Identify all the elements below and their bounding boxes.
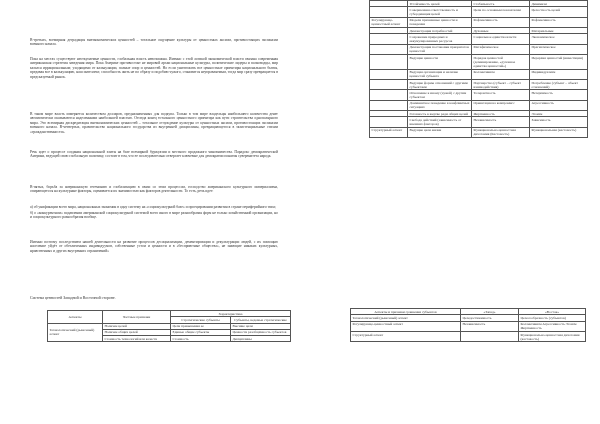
table-cell: Функционально-ценностная дихотомия (Кастовость) <box>472 127 530 137</box>
header-aspects-compare: Аспекты и признаки сравнения субъектов <box>351 309 461 315</box>
table-cell <box>370 90 408 100</box>
table-cell: Свобода действий (зависимость от внешних факторов) <box>408 117 472 127</box>
table-cell: Структурный аспект <box>351 331 461 341</box>
table-cell: Порядок ценностей (доминирование, «духовное единства ценностей») <box>472 55 530 69</box>
table-cell: Агрессивность <box>530 100 588 110</box>
paragraph: а) об унификации всего мира, национальных экономик в одну систему на «социокультурной базе» и проецировании развития в стране периферийного типа; <box>30 205 276 209</box>
table-cell: Регулирующе-ценностный аспект <box>370 17 408 27</box>
header-subjects: Субъекты, ведомые стратегические <box>231 317 291 323</box>
table-cell: Демонстрация потребностей <box>408 28 472 34</box>
values-table-left <box>47 310 291 342</box>
paragraph: Пока на местах существуют неоткупаемые ценности, глобальная власть невозможна. Именно с этой логикой экономической власти связана современная американская стратегия заведения мира. Пока Америке противостоят не мировой архаи национальные культуры, политические лидеры и полководцы, мир казался иррациональным; уходящими от калькуляции, полные опор и ценностей. Но если уничтожить все ценностные ориентиры национального бытия, предавая все в калькуляцию, наш интеллект, способность жить не по образу и подобию чужого, становится неуправляемым, тогда мир сразу превращается в предсказуемый рынок. <box>30 57 278 79</box>
paragraph: б) о «конкурентном» подавлении американской социокультурной системой всего иного в мире разнообразия форм не только хозяйственной организации, но и социокультурного разнообразия вообще. <box>30 211 278 220</box>
table-row <box>351 331 586 341</box>
table-row <box>370 90 588 100</box>
table-cell: Духовные <box>472 28 530 34</box>
table-row <box>351 321 586 331</box>
table-cell: Демонстрация постановки приоритетов ценностей <box>408 44 472 54</box>
table-cell: Индивидуализм <box>530 69 588 79</box>
table-cell: Единые общие субъекты <box>171 329 231 335</box>
table-cell: Стабильность <box>472 1 530 7</box>
table-row <box>370 17 588 27</box>
table-row <box>370 117 588 127</box>
table-cell: Потребление (субъект – объект отношений) <box>530 79 588 89</box>
table-cell: Цели по основным показателям <box>472 7 530 17</box>
table-cell <box>370 100 408 110</box>
table-row <box>370 100 588 110</box>
table-cell: Дисциплины <box>231 336 291 342</box>
table-cell: Иерархия ценностей (инвестиции) <box>530 55 588 69</box>
table-cell: Устойчивость целей <box>408 1 472 7</box>
table-cell: Рефлексивность <box>530 17 588 27</box>
comparison-table <box>350 308 586 342</box>
table-row <box>370 34 588 44</box>
table-cell: Высшие цели <box>231 323 291 329</box>
table-cell: Совершенная ответственность и субординация целей <box>408 7 472 17</box>
table-cell <box>370 69 408 79</box>
table-row <box>370 55 588 69</box>
header-strategic: Стратегические субъекты <box>171 317 231 323</box>
table-cell <box>370 7 408 17</box>
table-caption: Система ценностей Западной и Восточной стороне. <box>30 296 116 300</box>
paragraph: В-пятых, борьба за американскую гегемонию и глобализацию в связи со этим процессом, господство американского культурного империализма, опирающегося на культурные факторы, оценивается их значимостью как факторов деятельности. То есть, речь идет: <box>30 185 278 194</box>
table-cell: Стоимость <box>171 336 231 342</box>
table-cell: Структурный аспект <box>370 127 408 137</box>
table-cell: Прагматическое <box>530 44 588 54</box>
header-characteristics: Характеристика <box>171 311 291 317</box>
table-cell: Нетерпимость <box>530 90 588 100</box>
table-cell: Социальное единства власти <box>472 34 530 44</box>
table-row <box>370 127 588 137</box>
table-cell: Ведущие цели жизни <box>408 127 472 137</box>
table-cell: Метафизическое <box>472 44 530 54</box>
header-east: «Восток» <box>519 309 586 315</box>
table-cell: Функционально-ценностная дихотомия (кастовость) <box>519 331 586 341</box>
table-cell: Отношение к иному (чужой) с другим субъектом <box>408 90 472 100</box>
table-cell: Зависимость <box>530 117 588 127</box>
table-cell: Регулирующе-ценностный аспект <box>351 321 461 331</box>
table-cell: Наличие целей <box>103 323 171 329</box>
paragraph: В таком мире власть измеряется количеством долларов, предназначенных для подкупа. Только в том мире владельцы наибольшего количества денег автоматически оказываются наделенными наибольшей властью. Отсюда конец тотального ценностного ориентира как пути строительства однополярного мира. Это всемирная дискредитация внеэкономических ценностей – тотальное отчуждение культуры от ценностных аксиом, противостоящих экспансии военного начала. В-четвертых, правительство национального государства из внутренней дисциплины, превращающегося в экзистенциальные стихии «гражданственности». <box>30 112 278 134</box>
table-cell: Ведущая организация и наличие ценностей субъекта <box>408 69 472 79</box>
table-cell <box>370 44 408 54</box>
header-aspects: Аспекты <box>48 311 103 324</box>
table-cell: Модели признанные ценности и поведения <box>408 17 472 27</box>
header-west: «Запад» <box>461 309 519 315</box>
table-cell <box>370 34 408 44</box>
table-cell <box>461 331 519 341</box>
table-cell <box>370 55 408 69</box>
table-cell: Рефлексивность <box>472 17 530 27</box>
table-cell: Целедостижимость <box>461 315 519 321</box>
table-cell: Эгоизм <box>530 111 588 117</box>
table-cell: Независимость <box>461 321 519 331</box>
table-cell: Жертвенность <box>472 111 530 117</box>
table-cell: Экономическое <box>530 34 588 44</box>
paragraph: Речь идет о процессе создания национальной элиты на базе всемирной буржуазии и местного продажного чиновничества. Парадокс демократической Америки, ведущей свою глобальную политику, состоит в том, что ее последовательно отвергает ключевые для демократии понятия суверенитета народа. <box>30 150 278 159</box>
table-cell: Независимость <box>472 117 530 127</box>
table-cell: Толерантность <box>472 90 530 100</box>
table-cell <box>370 79 408 89</box>
values-table-main <box>369 0 588 138</box>
header-particular: Частные признаки <box>103 311 171 324</box>
paragraph: Именно поэтому последствием нашей деятельности на развитие процессов десоциализации, дементиризации и декультурации людей, с их помощью население уйдёт от обезличенных индивидуумов, собственные устои и ценности и в «бесприютные общества», не знающие никаких культурных, нравственных и других внутренних ограничений» <box>30 240 278 253</box>
table-row <box>370 79 588 89</box>
group-cell: Технологический (рыночный) аспект <box>48 323 103 342</box>
table-cell: Материальные <box>530 28 588 34</box>
table-cell: Динамизм <box>530 1 588 7</box>
table-row <box>370 69 588 79</box>
table-cell: Доминантное поведение в конфликтных ситуациях <box>409 101 470 110</box>
table-cell: Стоимость технологий или качеств <box>103 336 171 342</box>
table-cell: Целесообразность (субъектов) <box>519 315 586 321</box>
table-cell: Ведущие формы отношений с другими субъектами <box>408 79 472 89</box>
table-cell: Ведущие ценности <box>408 55 472 69</box>
table-cell: Коллективизм Агрессивность Эгоизм Жертвенность <box>519 321 586 331</box>
table-cell <box>370 117 408 127</box>
table-cell: Партнерство (субъект – субъект взаимодействия) <box>472 79 530 89</box>
table-cell: Функциональная (кастовость) <box>530 127 588 137</box>
table-cell: Технологический (рыночный) аспект <box>351 315 461 321</box>
table-row <box>370 44 588 54</box>
table-cell: Цели превышения ее <box>171 323 231 329</box>
table-cell: Целостность целей <box>530 7 588 17</box>
right-page <box>300 0 600 424</box>
table-cell: Коллективизм <box>472 69 530 79</box>
table-cell: Ценности разобщённость субъектов <box>231 329 291 335</box>
table-cell: Готовность к жертве ради общих целей <box>408 111 472 117</box>
paragraph: В-третьих, всемирная деградация внеэкономических ценностей – тотальное ощущение культуры от ценностных аксиом, противостоящих экспансии военного начала. <box>30 38 278 47</box>
table-cell: Наличие общих целей <box>103 329 171 335</box>
table-cell: Ориентация на компромисс <box>472 100 530 110</box>
table-row <box>370 7 588 17</box>
table-cell: Сохранение природных и аккумулированных ресурсов <box>408 34 472 44</box>
